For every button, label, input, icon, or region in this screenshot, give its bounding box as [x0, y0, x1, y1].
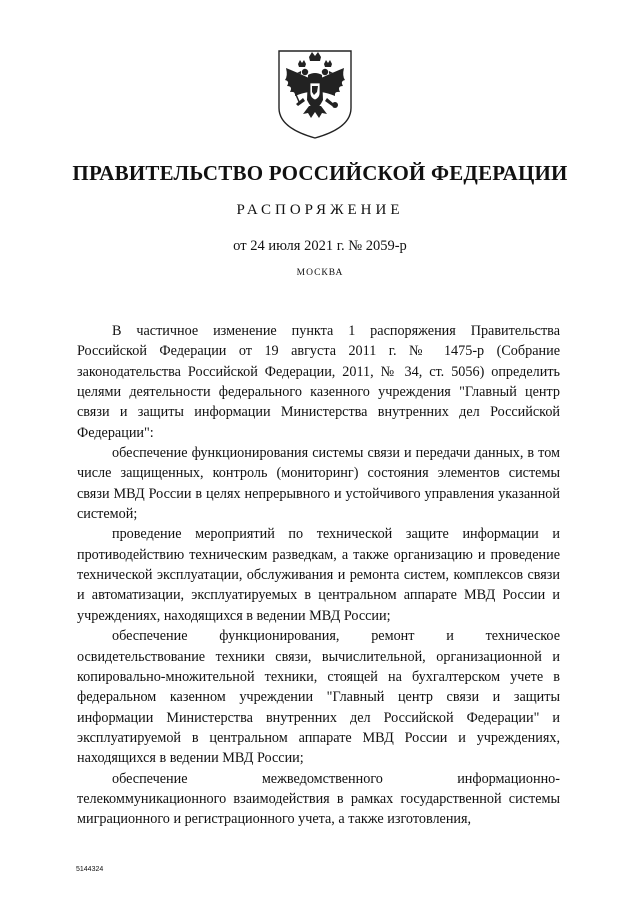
body-paragraph: В частичное изменение пункта 1 распоряжения Правительства Российской Федерации от 19 августа 2011 г. № 1475-р (Собрание законодательства Российской Федерации, 2011, № 34, ст. 5056) определить целями деятельности федерального казенного учреждения "Главный центр связи и защиты информации Министерства внутренних дел Российской Федерации": [77, 323, 560, 441]
body-paragraph: проведение мероприятий по технической защите информации и противодействию техническим разведкам, а также организацию и проведение технической эксплуатации, обслуживания и ремонта систем, комплексов связи и автоматизации, эксплуатируемых в центральном аппарате МВД России и учреждениях, находящихся в ведении МВД России; [77, 526, 560, 624]
document-type: РАСПОРЯЖЕНИЕ [236, 202, 404, 218]
body-paragraph: обеспечение межведомственного информационно-телекоммуникационного взаимодействия в рамках государственной системы миграционного и регистрационного учета, а также изготовления, [77, 770, 560, 828]
footer-document-code: 5144324 [76, 866, 104, 873]
body-paragraph: обеспечение функционирования, ремонт и техническое освидетельствование техники связи, вычислительной, организационной и копировально-множительной техники, стоящей на бухгалтерском учете в федеральном казенном учреждении "Главный центр связи и защиты информации Министерства внутренних дел Российской Федерации" и эксплуатируемой в центральном аппарате МВД России и учреждениях, находящихся в ведении МВД России; [77, 628, 560, 767]
body-paragraph: обеспечение функционирования системы связи и передачи данных, в том числе защищенных, контроль (мониторинг) состояния элементов системы связи МВД России в целях непрерывного и устойчивого управления указанной системой; [77, 445, 560, 523]
document-date-number: от 24 июля 2021 г. № 2059-р [233, 238, 407, 254]
document-city: МОСКВА [296, 268, 344, 278]
coat-of-arms-emblem-icon [276, 48, 354, 140]
government-title: ПРАВИТЕЛЬСТВО РОССИЙСКОЙ ФЕДЕРАЦИИ [72, 161, 568, 185]
document-body [77, 321, 560, 830]
